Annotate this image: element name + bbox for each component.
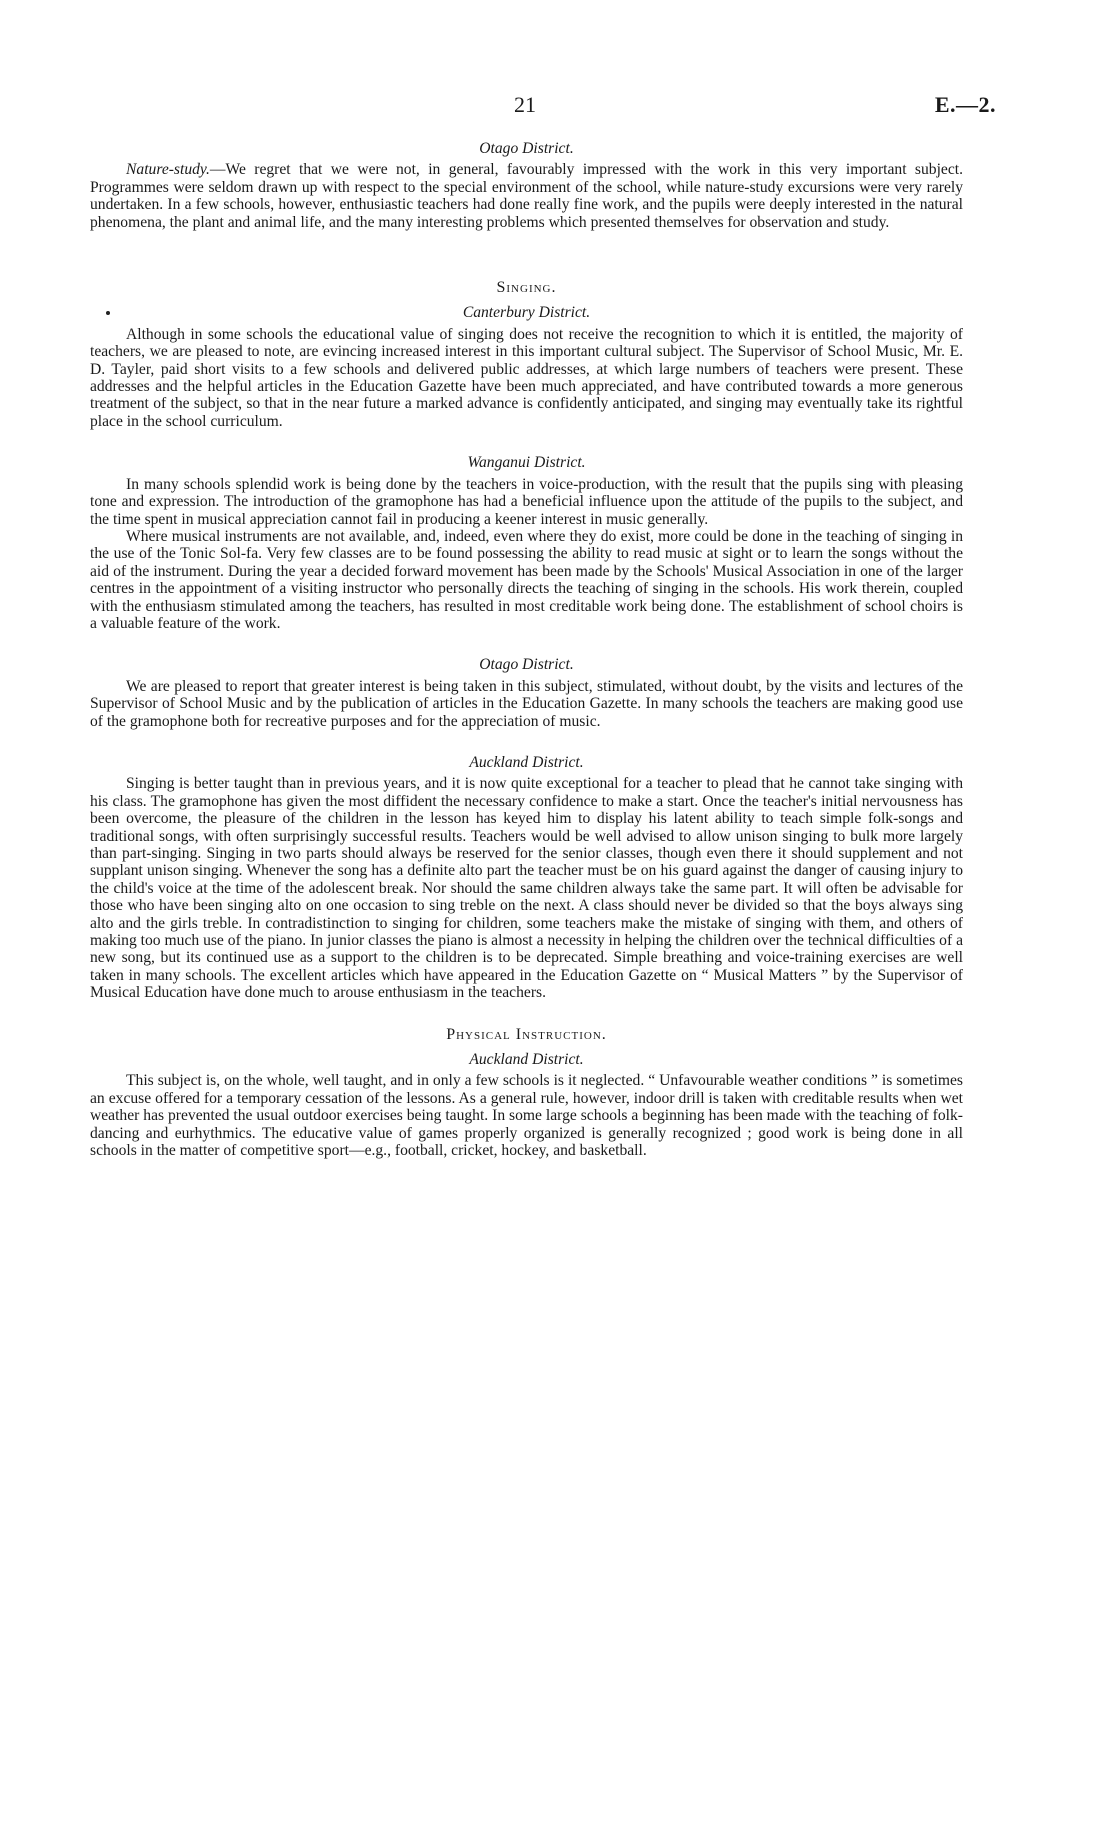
district-heading: Canterbury District. <box>462 304 591 322</box>
paragraph <box>90 161 963 231</box>
district-heading: Otago District. <box>479 140 574 157</box>
district-heading: Auckland District. <box>469 753 584 771</box>
report-code: E.—2. <box>934 92 996 117</box>
district-heading: Auckland District. <box>469 1051 584 1069</box>
page-body <box>90 140 963 1160</box>
page-header <box>0 92 1114 122</box>
paragraph: This subject is, on the whole, well taught, and in only a few schools is it neglected. “ Unfavourable weather conditions ” is sometimes an excuse offered for a temporary cessation of the lessons. As a general rule, however, indoor drill is taken with creditable results when wet weather has prevented the usual outdoor exercises being taught. In some large schools a beginning has been made with the teaching of folk-dancing and eurhythmics. The educative value of games properly organized is generally recognized ; good work is being done in all schools in the matter of competitive sport—e.g., football, cricket, hockey, and basketball. <box>90 1072 963 1160</box>
paragraph: Where musical instruments are not available, and, indeed, even where they do exist, more could be done in the teaching of singing in the use of the Tonic Sol-fa. Very few classes are to be found possessing the ability to read music at sight or to learn the songs without the aid of the instrument. During the year a decided forward movement has been made by the Schools' Musical Association in one of the larger centres in the appointment of a visiting instructor who personally directs the teaching of singing in the schools. His work therein, coupled with the enthusiasm stimulated among the teachers, has resulted in most creditable work being done. The establishment of school choirs is a valuable feature of the work. <box>90 527 963 632</box>
paragraph: We are pleased to report that greater interest is being taken in this subject, stimulated, without doubt, by the visits and lectures of the Supervisor of School Music and by the publication of articles in the Education Gazette. In many schools the teachers are making good use of the gramophone both for recreative purposes and for the appreciation of music. <box>90 677 963 730</box>
district-heading: Otago District. <box>479 656 574 674</box>
paragraph-text: —We regret that we were not, in general, favourably impressed with the work in this very important subject. Programmes were seldom drawn up with respect to the special environment of the school, while nature-study excursions were very rarely undertaken. In a few schools, however, enthusiastic teachers had done really fine work, and the pupils were deeply interested in the natural phenomena, the plant and animal life, and the many interesting problems which presented themselves for observation and study. <box>90 161 963 231</box>
section-title: Physical Instruction. <box>446 1025 607 1043</box>
paragraph: Singing is better taught than in previous years, and it is now quite exceptional for a teacher to plead that he cannot take singing with his class. The gramophone has given the most diffident the necessary confidence to make a start. Once the teacher's initial nervousness has been overcome, the pleasure of the children in the lesson has keyed him to display his latent ability to teach simple folk-songs and traditional songs, with often surprisingly successful results. Teachers would be well advised to allow unison singing to bulk more largely than part-singing. Singing in two parts should always be reserved for the senior classes, though even there it should supplement and not supplant unison singing. Whenever the song has a definite alto part the teacher must be on his guard against the danger of causing injury to the child's voice at the time of the adolescent break. Nor should the same children always take the same part. It will often be advisable for those who have been singing alto on one occasion to sing treble on the next. A class should never be divided so that the boys always sing alto and the girls treble. In contradistinction to singing for children, some teachers make the mistake of singing with them, and others of making too much use of the piano. In junior classes the piano is almost a necessity in helping the children over the technical difficulties of a new song, but its continued use as a support to the children is to be deprecated. Simple breathing and voice-training exercises are well taken in many schools. The excellent articles which have appeared in the Education Gazette on “ Musical Matters ” by the Supervisor of Musical Education have done much to arouse enthusiasm in the teachers. <box>90 775 963 1002</box>
paragraph: Although in some schools the educational value of singing does not receive the recognition to which it is entitled, the majority of teachers, we are pleased to note, are evincing increased interest in this important cultural subject. The Supervisor of School Music, Mr. E. D. Tayler, paid short visits to a few schools and delivered public addresses, at which large numbers of teachers were present. These addresses and the helpful articles in the Education Gazette have been much appreciated, and have contributed towards a more generous treatment of the subject, so that in the near future a marked advance is confidently anticipated, and singing may eventually take its rightful place in the school curriculum. <box>90 325 963 430</box>
district-heading: Wanganui District. <box>467 454 586 472</box>
section-title: Singing. <box>496 279 557 297</box>
paragraph: In many schools splendid work is being done by the teachers in voice-production, with the result that the pupils sing with pleasing tone and expression. The introduction of the gramophone has had a beneficial influence upon the attitude of the pupils to the subject, and the time spent in musical appreciation cannot fail in producing a keener interest in music generally. <box>90 475 963 528</box>
lead-term: Nature-study. <box>126 161 210 179</box>
page-number: 21 <box>514 92 536 117</box>
